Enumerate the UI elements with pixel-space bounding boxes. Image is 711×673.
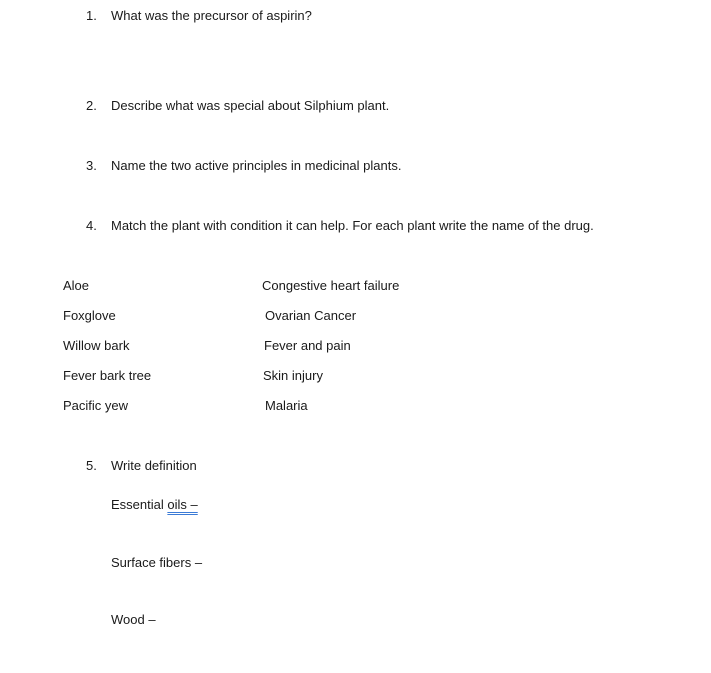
question-5	[86, 458, 197, 474]
definition-wood: Wood –	[111, 612, 156, 627]
definition-surface-fibers: Surface fibers –	[111, 555, 203, 570]
question-text: Write definition	[111, 458, 197, 473]
question-3	[86, 158, 401, 174]
plant-foxglove: Foxglove	[63, 308, 116, 323]
question-number: 5.	[86, 458, 97, 473]
condition-heart-failure: Congestive heart failure	[262, 278, 400, 293]
question-text: Describe what was special about Silphium plant.	[111, 98, 390, 113]
condition-fever-pain: Fever and pain	[264, 338, 351, 353]
condition-skin-injury: Skin injury	[263, 368, 323, 383]
question-text: Match the plant with condition it can help. For each plant write the name of the drug.	[111, 218, 594, 233]
question-text: Name the two active principles in medicinal plants.	[111, 158, 402, 173]
question-text: What was the precursor of aspirin?	[111, 8, 312, 23]
question-2	[86, 98, 389, 114]
condition-ovarian-cancer: Ovarian Cancer	[265, 308, 357, 323]
definition-term-flagged: oils –	[167, 497, 198, 512]
definition-term: Essential	[111, 497, 168, 512]
question-1	[86, 8, 312, 24]
question-number: 4.	[86, 218, 97, 233]
definition-essential-oils	[111, 497, 198, 513]
plant-pacific-yew: Pacific yew	[63, 398, 129, 413]
plant-fever-bark-tree: Fever bark tree	[63, 368, 152, 383]
question-number: 2.	[86, 98, 97, 113]
question-4	[86, 218, 594, 234]
plant-aloe: Aloe	[63, 278, 90, 293]
question-number: 1.	[86, 8, 97, 23]
condition-malaria: Malaria	[265, 398, 308, 413]
plant-willow-bark: Willow bark	[63, 338, 130, 353]
question-number: 3.	[86, 158, 97, 173]
